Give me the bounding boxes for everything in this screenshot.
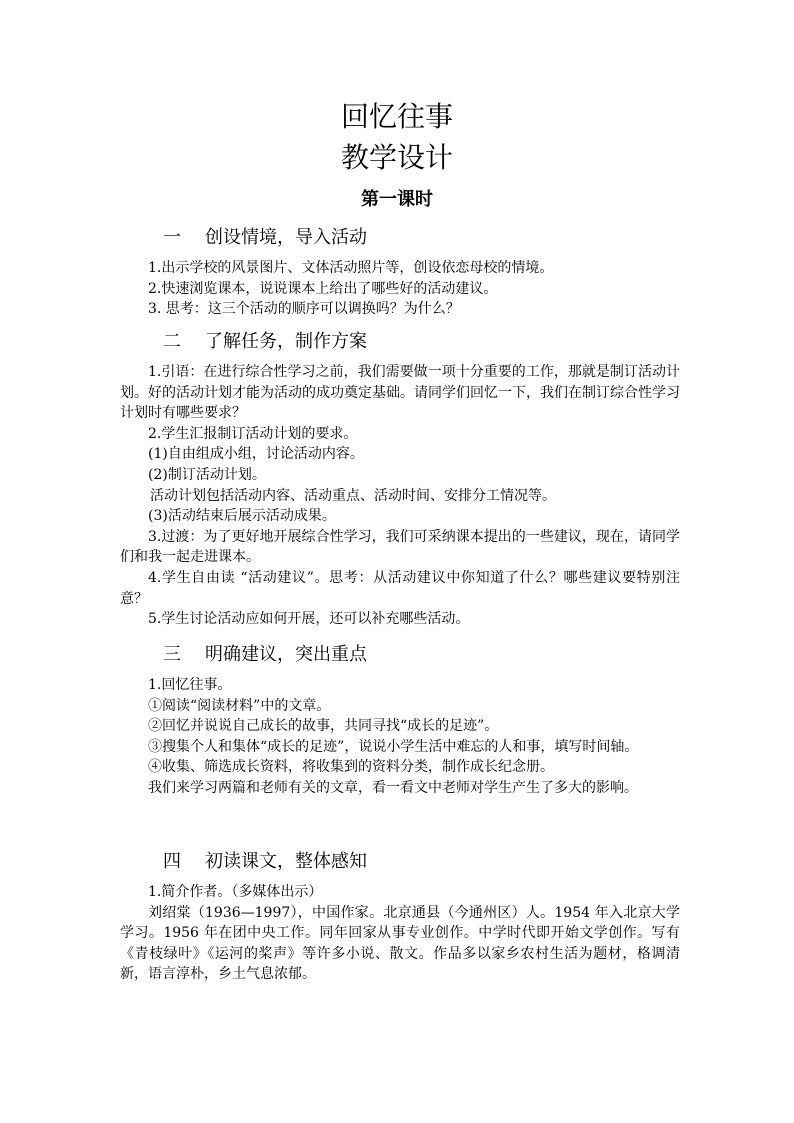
paragraph: 刘绍棠（1936—1997），中国作家。北京通县（今通州区）人。1954 年入北京大学学习。1956 年在团中央工作。同年回家从事专业创作。中学时代即开始文学创作。写有《青枝绿叶》《运河的桨声》等许多小说、散文。作品多以家乡农村生活为题材，格调清新，语言淳朴，乡土气息浓郁。 (120, 904, 680, 983)
paragraph: 3. 思考：这三个活动的顺序可以调换吗？为什么？ (148, 301, 460, 318)
paragraph: (3)活动结束后展示活动成果。 (148, 508, 336, 525)
section-number: 四 (163, 851, 181, 872)
paragraph: 4.学生自由读 “活动建议”。思考：从活动建议中你知道了什么？哪些建议要特别注意？ (120, 569, 680, 607)
paragraph: 1.引语：在进行综合性学习之前，我们需要做一项十分重要的工作，那就是制订活动计划。好的活动计划才能为活动的成功奠定基础。请同学们回忆一下，我们在制订综合性学习计划时有哪些要求？ (120, 364, 680, 422)
paragraph: (2)制订活动计划。 (148, 466, 266, 483)
paragraph: 我们来学习两篇和老师有关的文章，看一看文中老师对学生产生了多大的影响。 (148, 779, 638, 796)
doc-title: 回忆往事 (340, 100, 453, 133)
paragraph: 1.回忆往事。 (148, 677, 232, 693)
section-number: 二 (163, 331, 181, 352)
paragraph: 2.学生汇报制订活动计划的要求。 (148, 425, 358, 442)
section-body-4 (120, 882, 680, 985)
section-number: 三 (163, 644, 181, 665)
section-heading-3 (163, 643, 367, 667)
section-title: 创设情境，导入活动 (205, 227, 367, 248)
paragraph: 5.学生讨论活动应如何开展，还可以补充哪些活动。 (148, 611, 470, 628)
section-title: 了解任务，制作方案 (205, 331, 367, 352)
paragraph: 3.过渡：为了更好地开展综合性学习，我们可采纳课本提出的一些建议，现在，请同学们和我一起走进课本。 (120, 528, 680, 566)
paragraph: ①阅读“阅读材料”中的文章。 (148, 697, 331, 714)
paragraph: ③搜集个人和集体“成长的足迹”，说说小学生活中难忘的人和事，填写时间轴。 (148, 738, 639, 755)
section-title: 初读课文，整体感知 (205, 851, 367, 872)
paragraph: 1.出示学校的风景图片、文体活动照片等，创设依恋母校的情境。 (148, 260, 554, 276)
section-heading-1 (163, 226, 367, 250)
lesson-label: 第一课时 (361, 189, 433, 210)
section-body-2 (120, 362, 680, 630)
paragraph: ②回忆并说说自己成长的故事，共同寻找“成长的足迹”。 (148, 718, 499, 735)
paragraph: 1.简介作者。（多媒体出示） (148, 884, 323, 900)
section-body-1 (120, 258, 680, 320)
doc-subtitle: 教学设计 (340, 141, 453, 174)
paragraph: 活动计划包括活动内容、活动重点、活动时间、安排分工情况等。 (150, 487, 556, 504)
section-number: 一 (163, 227, 181, 248)
section-heading-4 (163, 850, 367, 874)
section-body-3 (120, 675, 680, 799)
paragraph: ④收集、筛选成长资料，将收集到的资料分类，制作成长纪念册。 (148, 759, 554, 776)
section-title: 明确建议，突出重点 (205, 644, 367, 665)
paragraph: (1)自由组成小组，讨论活动内容。 (148, 446, 364, 463)
section-heading-2 (163, 330, 367, 354)
paragraph: 2.快速浏览课本，说说课本上给出了哪些好的活动建议。 (148, 280, 498, 297)
